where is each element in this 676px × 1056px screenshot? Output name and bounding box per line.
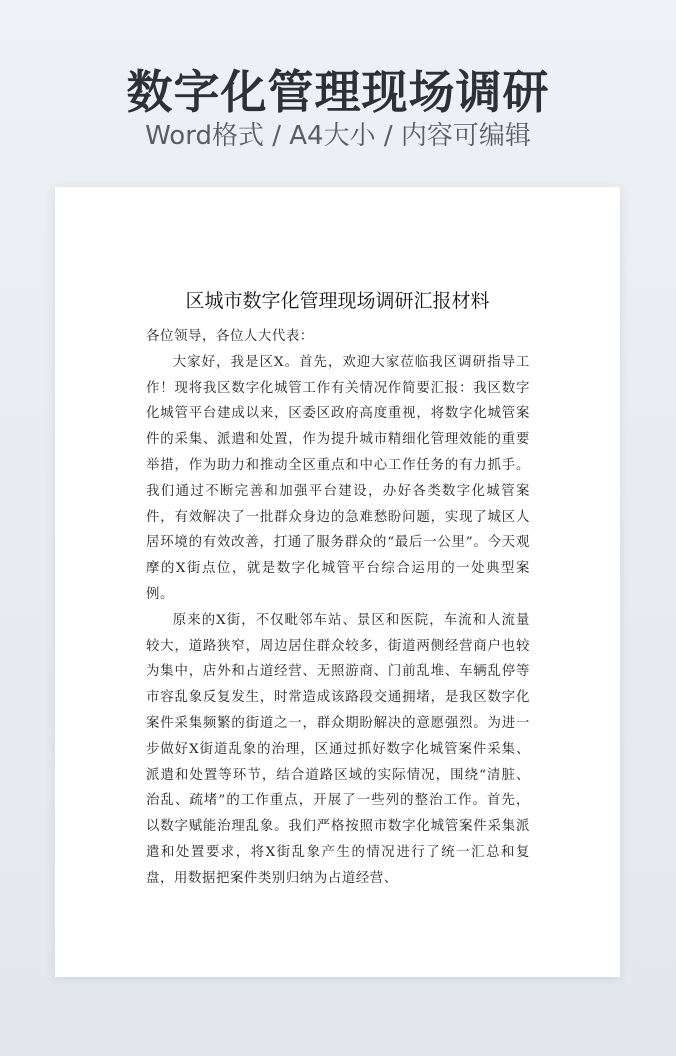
banner-title: 数字化管理现场调研 — [126, 65, 550, 119]
banner-subtitle: Word格式 / A4大小 / 内容可编辑 — [145, 121, 531, 151]
paragraph-2: 原来的X街，不仅毗邻车站、景区和医院，车流和人流量较大，道路狭窄，周边居住群众较多，街道两侧经营商户也较为集中，店外和占道经营、无照游商、门前乱堆、车辆乱停等市容乱象反复发生，时常造成该路段交通拥堵，是我区数字化案件采集频繁的街道之一，群众期盼解决的意愿强烈。为进一步做好X街道乱象的治理，区通过抓好数字化城管案件采集、派遣和处置等环节，结合道路区域的实际情况，围绕“清脏、治乱、疏堵”的工作重点，开展了一些列的整治工作。首先，以数字赋能治理乱象。我们严格按照市数字化城管案件采集派遣和处置要求，将X街乱象产生的情况进行了统一汇总和复盘，用数据把案件类别归纳为占道经营、 — [146, 612, 530, 886]
document-body — [146, 324, 530, 892]
document-page — [55, 187, 620, 977]
paragraph-1: 大家好，我是区X。首先，欢迎大家莅临我区调研指导工作！现将我区数字化城管工作有关情况作简要汇报：我区数字化城管平台建成以来，区委区政府高度重视，将数字化城管案件的采集、派遣和处置，作为提升城市精细化管理效能的重要举措，作为助力和推动全区重点和中心工作任务的有力抓手。我们通过不断完善和加强平台建设，办好各类数字化城管案件，有效解决了一批群众身边的急难愁盼问题，实现了城区人居环境的有效改善，打通了服务群众的“最后一公里”。今天观摩的X街点位，就是数字化城管平台综合运用的一处典型案例。 — [146, 354, 530, 602]
document-title: 区城市数字化管理现场调研汇报材料 — [185, 290, 490, 312]
greeting: 各位领导，各位人大代表： — [146, 329, 314, 344]
